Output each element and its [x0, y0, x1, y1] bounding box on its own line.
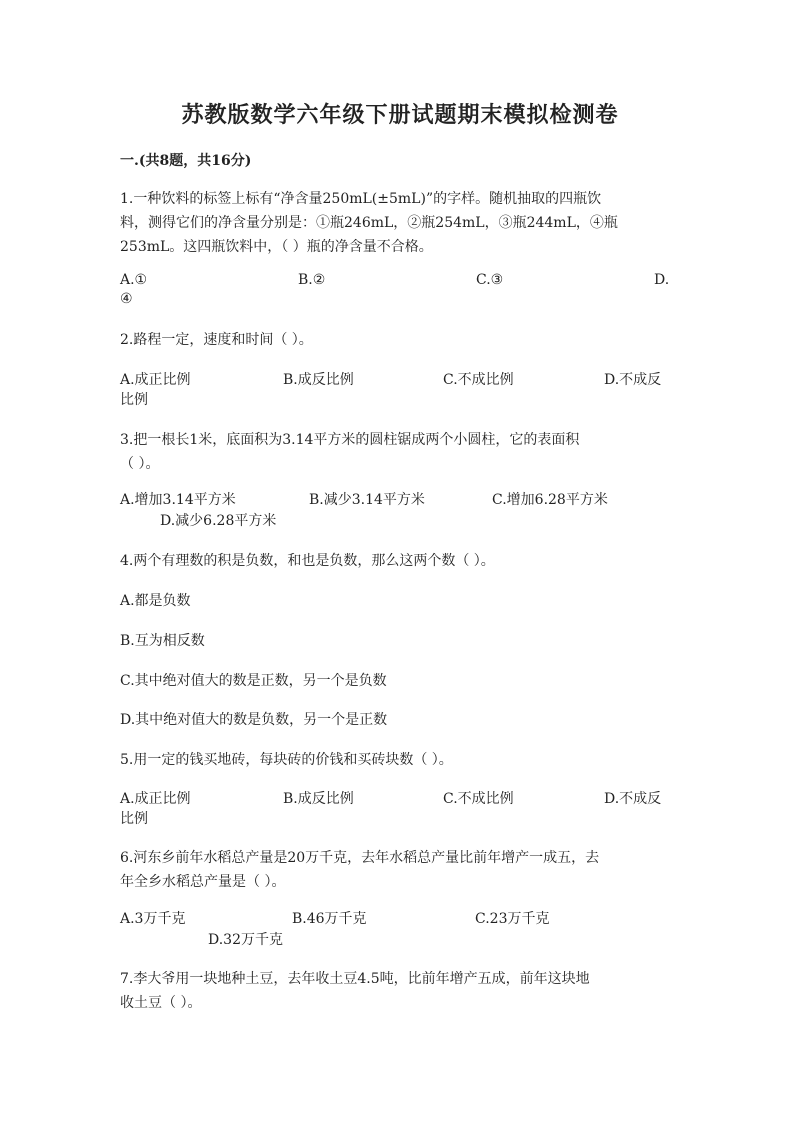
option-a[interactable]: A.增加3.14平方米	[120, 492, 236, 508]
question-text-line: 5.用一定的钱买地砖，每块砖的价钱和买砖块数（ ）。	[120, 752, 453, 768]
option-d[interactable]: D.其中绝对值大的数是负数，另一个是正数	[120, 712, 388, 728]
question-text-line: 6.河东乡前年水稻总产量是20万千克，去年水稻总产量比前年增产一成五，去	[120, 850, 600, 866]
option-a[interactable]: A.3万千克	[120, 911, 186, 927]
options-q1	[120, 270, 680, 318]
option-d-wrap[interactable]: ④	[120, 291, 133, 307]
question-text-line: 253mL。这四瓶饮料中，（ ）瓶的净含量不合格。	[120, 239, 433, 255]
option-b[interactable]: B.成反比例	[283, 791, 354, 807]
option-c[interactable]: C.增加6.28平方米	[492, 492, 608, 508]
question-text-line: 7.李大爷用一块地种土豆，去年收土豆4.5吨，比前年增产五成，前年这块地	[120, 971, 590, 987]
option-d[interactable]: D.32万千克	[208, 932, 283, 948]
options-q6	[120, 909, 680, 957]
option-b[interactable]: B.减少3.14平方米	[309, 492, 425, 508]
option-b[interactable]: B.②	[298, 272, 326, 288]
option-b[interactable]: B.成反比例	[283, 372, 354, 388]
question-5	[120, 748, 680, 772]
option-d[interactable]: D.	[654, 272, 670, 288]
option-a[interactable]: A.都是负数	[120, 593, 191, 609]
option-a[interactable]: A.成正比例	[120, 372, 191, 388]
options-q2	[120, 370, 680, 418]
question-text-line: 2.路程一定，速度和时间（ ）。	[120, 332, 313, 348]
question-text-line: 年全乡水稻总产量是（ ）。	[120, 874, 286, 890]
option-d[interactable]: D.减少6.28平方米	[160, 513, 277, 529]
question-2	[120, 328, 680, 352]
option-b[interactable]: B.46万千克	[292, 911, 367, 927]
question-text-line: 收土豆（ ）。	[120, 995, 202, 1011]
option-d-wrap[interactable]: 比例	[120, 392, 148, 408]
question-6	[120, 846, 680, 894]
option-c[interactable]: C.其中绝对值大的数是正数，另一个是负数	[120, 673, 387, 689]
option-c[interactable]: C.③	[476, 272, 504, 288]
options-q5	[120, 789, 680, 837]
question-text-line: 4.两个有理数的积是负数，和也是负数，那么这两个数（ ）。	[120, 553, 495, 569]
question-text-line: 1.一种饮料的标签上标有“净含量250mL(±5mL)”的字样。随机抽取的四瓶饮	[120, 191, 602, 207]
section-heading: 一.(共8题，共16分)	[120, 153, 252, 169]
question-text-line: （ ）。	[120, 456, 160, 472]
question-4	[120, 549, 680, 573]
option-d[interactable]: D.不成反	[604, 791, 662, 807]
question-1	[120, 187, 680, 259]
question-text-line: 料，测得它们的净含量分别是：①瓶246mL，②瓶254mL，③瓶244mL，④瓶	[120, 215, 618, 231]
option-a[interactable]: A.①	[120, 272, 148, 288]
option-d[interactable]: D.不成反	[604, 372, 662, 388]
option-c[interactable]: C.不成比例	[443, 372, 514, 388]
options-q3	[120, 490, 680, 538]
option-b[interactable]: B.互为相反数	[120, 633, 205, 649]
option-d-wrap[interactable]: 比例	[120, 811, 148, 827]
option-a[interactable]: A.成正比例	[120, 791, 191, 807]
question-text-line: 3.把一根长1米，底面积为3.14平方米的圆柱锯成两个小圆柱，它的表面积	[120, 432, 580, 448]
page-title: 苏教版数学六年级下册试题期末模拟检测卷	[181, 102, 619, 128]
option-c[interactable]: C.23万千克	[475, 911, 550, 927]
question-7	[120, 967, 680, 1015]
option-c[interactable]: C.不成比例	[443, 791, 514, 807]
question-3	[120, 428, 680, 476]
